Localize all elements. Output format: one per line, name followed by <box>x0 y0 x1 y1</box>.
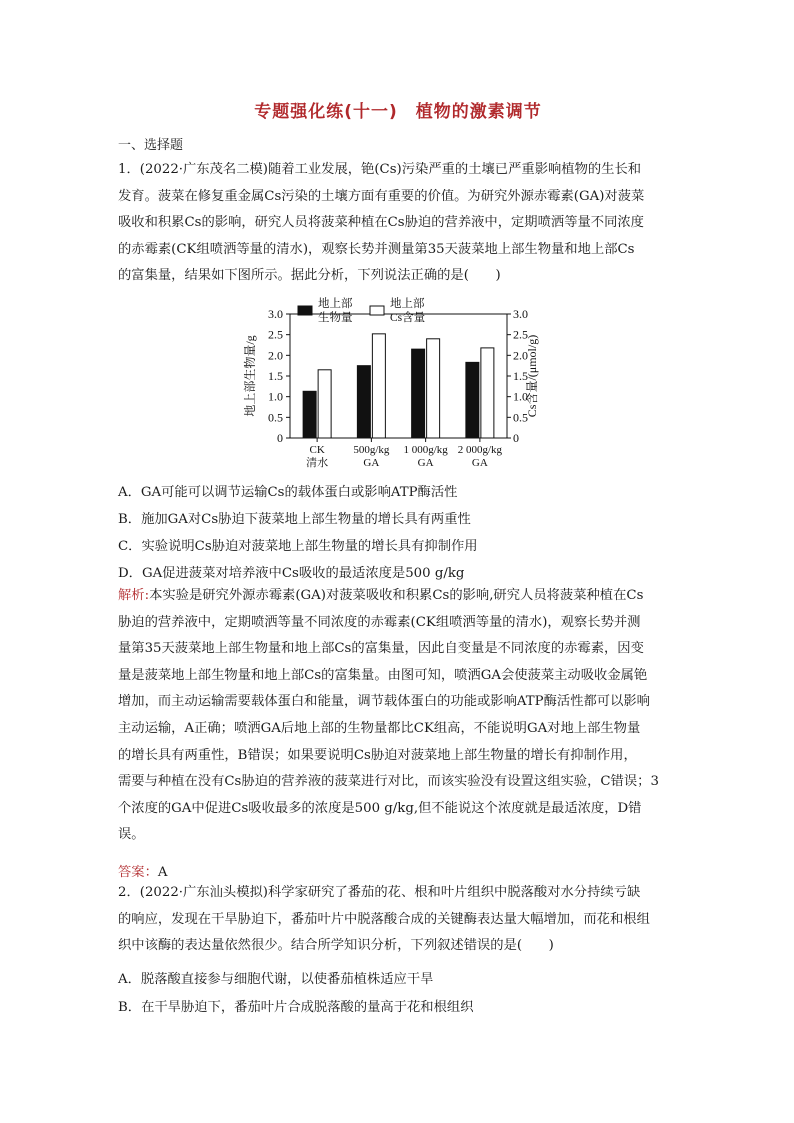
left-tick-label: 1.5 <box>268 369 283 383</box>
analysis-line: 胁迫的营养液中，定期喷洒等量不同浓度的赤霉素(CK组喷洒等量的清水)，观察长势并测 <box>118 614 641 630</box>
section-heading: 一、选择题 <box>118 138 184 153</box>
q1-line: 的富集量，结果如下图所示。据此分析，下列说法正确的是( ) <box>118 268 501 284</box>
right-tick-label: 0.5 <box>513 410 528 425</box>
analysis-line: 增加，而主动运输需要载体蛋白和能量，调节载体蛋白的功能或影响ATP酶活性都可以影响 <box>118 694 650 710</box>
page-title: 专题强化练(十一) 植物的激素调节 <box>254 102 542 122</box>
q1-answer <box>118 861 168 880</box>
q2-option-a: A．脱落酸直接参与细胞代谢，以使番茄植株适应干旱 <box>118 972 434 987</box>
analysis-line: 个浓度的GA中促进Cs吸收最多的浓度是500 g/kg,但不能说这个浓度就是最适浓度，D错 <box>118 800 642 816</box>
right-tick-label: 2.5 <box>513 327 528 342</box>
left-tick-label: 2.0 <box>268 348 283 363</box>
analysis-line: 误。 <box>118 827 145 843</box>
q1-line: 吸收和积累Cs的影响，研究人员将菠菜种植在Cs胁迫的营养液中，定期喷洒等量不同浓度 <box>118 215 644 231</box>
bar-chart <box>242 294 542 474</box>
x-tick-label: GA <box>471 457 488 469</box>
q1-line: 的赤霉素(CK组喷洒等量的清水)，观察长势并测量第35天菠菜地上部生物量和地上部Cs <box>118 241 635 257</box>
legend-label: 生物量 <box>318 312 353 324</box>
answer-value: A <box>157 865 168 880</box>
q1-line: 发育。菠菜在修复重金属Cs污染的土壤方面有重要的价值。为研究外源赤霉素(GA)对菠菜 <box>118 188 645 204</box>
q1-analysis <box>118 583 688 849</box>
left-tick-label: 2.5 <box>268 327 283 342</box>
y-axis-label-left: 地上部生物量/g <box>243 335 257 417</box>
analysis-line: 本实验是研究外源赤霉素(GA)对菠菜吸收和积累Cs的影响,研究人员将菠菜种植在Cs <box>149 588 644 603</box>
q2-line: 的响应，发现在干旱胁迫下，番茄叶片中脱落酸合成的关键酶表达量大幅增加，而花和根组 <box>118 911 650 927</box>
analysis-line: 需要与种植在没有Cs胁迫的营养液的菠菜进行对比，而该实验没有设置这组实验，C错误；3 <box>118 774 659 790</box>
right-tick-label: 2.0 <box>513 348 528 363</box>
left-tick-label: 1.0 <box>268 389 283 404</box>
analysis-line: 量是菠菜地上部生物量和地上部Cs的富集量。由图可知，喷洒GA会使菠菜主动吸收金属铯 <box>118 667 648 683</box>
bar-cs-content <box>318 370 331 438</box>
legend-swatch <box>298 306 312 315</box>
question-1-stem <box>118 157 688 290</box>
bar-biomass <box>466 362 479 438</box>
right-tick-label: 3.0 <box>513 307 528 321</box>
legend-label: 地上部 <box>390 298 425 310</box>
bar-cs-content <box>427 339 440 438</box>
q2-line: 织中该酶的表达量依然很少。结合所学知识分析，下列叙述错误的是( ) <box>118 938 554 954</box>
legend-label: 地上部 <box>318 298 353 310</box>
x-tick-label: 2 000g/kg <box>457 444 503 456</box>
x-tick-label: 1 000g/kg <box>403 444 448 456</box>
legend-label: Cs含量 <box>390 312 426 324</box>
legend-swatch <box>370 306 384 315</box>
x-tick-label: 500g/kg <box>353 444 390 456</box>
q1-option-d: D．GA促进菠菜对培养液中Cs吸收的最适浓度是500 g/kg <box>118 566 465 581</box>
left-tick-label: 0 <box>277 431 283 445</box>
left-tick-label: 0.5 <box>268 410 283 425</box>
bar-biomass <box>357 366 370 438</box>
right-tick-label: 0 <box>513 431 519 445</box>
x-tick-label: GA <box>363 457 380 469</box>
q1-line: 1．(2022·广东茂名二模)随着工业发展，铯(Cs)污染严重的土壤已严重影响植物的生长和 <box>118 162 642 177</box>
bar-cs-content <box>481 348 494 438</box>
analysis-line: 主动运输，A正确；喷洒GA后地上部的生物量都比CK组高，不能说明GA对地上部生物量 <box>118 720 641 736</box>
bar-biomass <box>412 349 425 438</box>
question-2-stem <box>118 880 688 960</box>
analysis-line: 量第35天菠菜地上部生物量和地上部Cs的富集量，因此自变量是不同浓度的赤霉素，因变 <box>118 641 644 657</box>
x-tick-label: CK <box>309 444 325 456</box>
y-axis-label-right: Cs含量/(μmol/g) <box>525 334 539 418</box>
q1-option-a: A．GA可能可以调节运输Cs的载体蛋白或影响ATP酶活性 <box>118 485 458 500</box>
left-tick-label: 3.0 <box>268 307 283 321</box>
bar-biomass <box>303 391 316 438</box>
q2-option-b: B．在干旱胁迫下，番茄叶片合成脱落酸的量高于花和根组织 <box>118 1000 474 1015</box>
q1-option-b: B．施加GA对Cs胁迫下菠菜地上部生物量的增长具有两重性 <box>118 512 471 527</box>
bar-cs-content <box>372 334 385 438</box>
x-tick-label: GA <box>417 457 434 469</box>
right-tick-label: 1.0 <box>513 389 528 404</box>
right-tick-label: 1.5 <box>513 369 528 383</box>
answer-label: 答案： <box>118 865 158 880</box>
analysis-label: 解析: <box>118 588 150 603</box>
x-tick-label: 清水 <box>306 457 329 469</box>
analysis-line: 的增长具有两重性，B错误；如果要说明Cs胁迫对菠菜地上部生物量的增长有抑制作用， <box>118 747 637 763</box>
q1-option-c: C．实验说明Cs胁迫对菠菜地上部生物量的增长具有抑制作用 <box>118 539 478 554</box>
q2-line: 2．(2022·广东汕头模拟)科学家研究了番茄的花、根和叶片组织中脱落酸对水分持续亏缺 <box>118 885 641 900</box>
